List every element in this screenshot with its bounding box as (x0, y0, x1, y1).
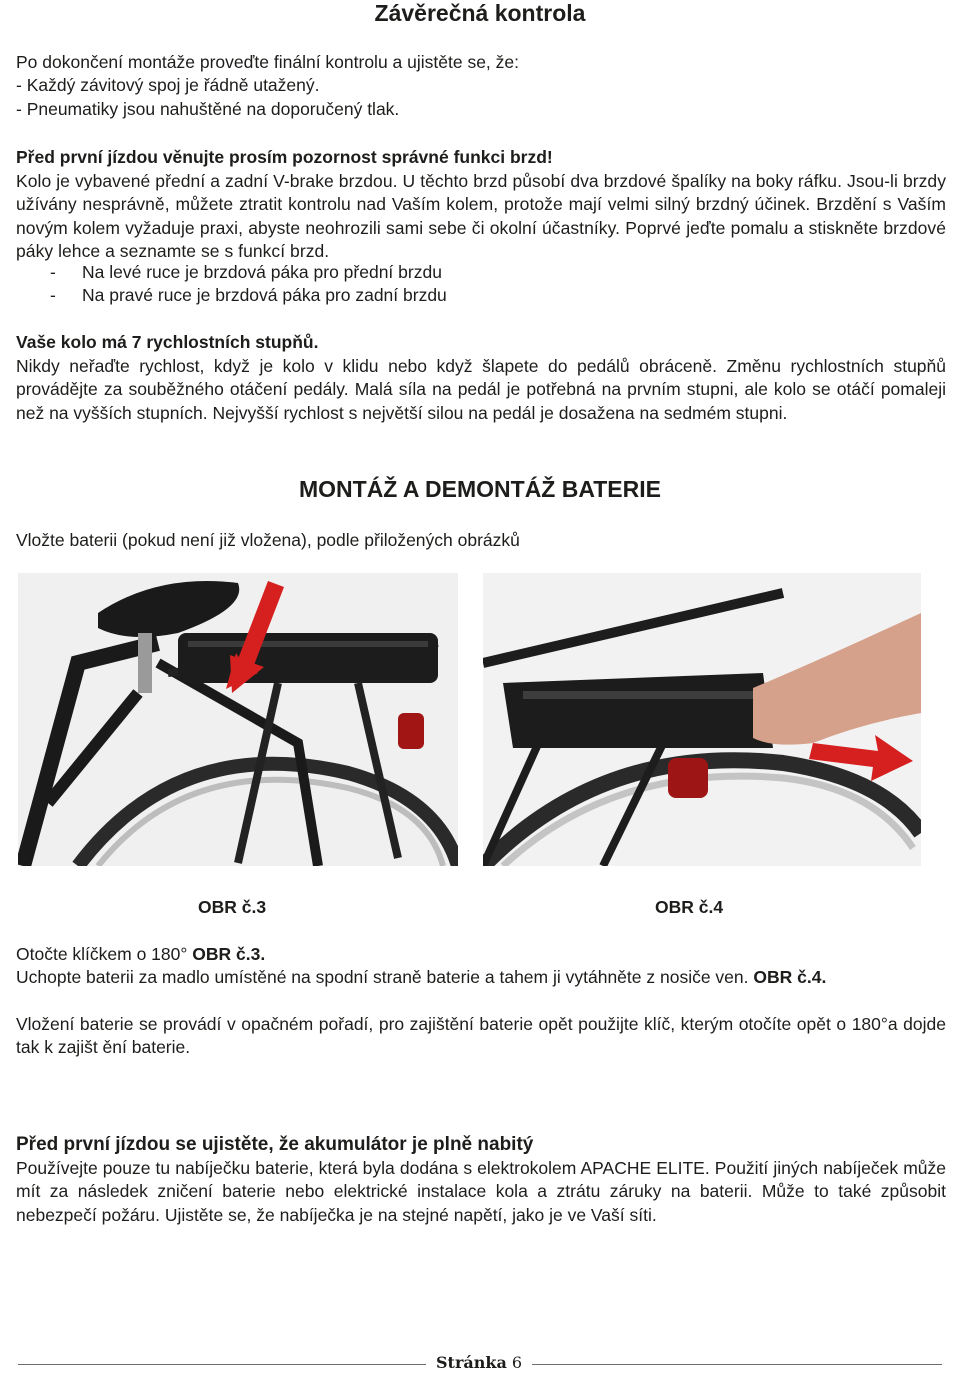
battery-removal-illustration (483, 573, 921, 866)
step1: Otočte klíčkem o 180° OBR č.3. (16, 944, 266, 964)
intro-line: Po dokončení montáže proveďte finální kontrolu a ujistěte se, že: (16, 52, 519, 72)
step2: Uchopte baterii za madlo umístěné na spodní straně baterie a tahem ji vytáhněte z nosiče ven. OBR č.4. (16, 967, 827, 987)
photo-obr3 (18, 573, 458, 866)
list-item: - Na pravé ruce je brzdová páka pro zadní brzdu (50, 285, 447, 306)
battery-heading: MONTÁŽ A DEMONTÁŽ BATERIE (298, 476, 661, 502)
page-title: Závěrečná kontrola (374, 0, 586, 26)
caption-obr3: OBR č.3 (198, 897, 267, 917)
intro-block (16, 51, 946, 121)
battery-intro: Vložte baterii (pokud není již vložena), podle přiložených obrázků (16, 530, 520, 550)
brakes-heading: Před první jízdou věnujte prosím pozornost správné funkci brzd! (16, 147, 553, 167)
bike-battery-key-illustration (18, 573, 458, 866)
charge-heading: Před první jízdou se ujistěte, že akumulátor je plně nabitý (16, 1134, 534, 1155)
charge-text: Používejte pouze tu nabíječku baterie, která byla dodána s elektrokolem APACHE ELITE. Použití jiných nabíječek může mít za následek zničení baterie nebo elektrické instalace kola a ztrátu záruky na baterii. Může to také způsobit nebezpečí požáru. Ujistěte se, že nabíječka je na stejné napětí, jako je ve Vaší síti. (16, 1158, 946, 1225)
footer-rule-left (18, 1364, 426, 1365)
brakes-list (16, 261, 946, 308)
gears-heading: Vaše kolo má 7 rychlostních stupňů. (16, 332, 319, 352)
brakes-text: Kolo je vybavené přední a zadní V-brake brzdou. U těchto brzd působí dva brzdové špalíky na boky ráfku. Jsou-li brzdy užívány nesprávně, můžete ztratit kontrolu nad Vaším kolem, protože mají velmi silný brzdný účinek. Brzdění s Vaším novým kolem vyžaduje praxi, abyste neohrozili sami sebe či okolní účastníky. Poprvé jeďte pomalu a stiskněte brzdové páky lehce a seznamte se s funkcí brzd. (16, 171, 946, 262)
list-item: - Na levé ruce je brzdová páka pro přední brzdu (50, 262, 442, 282)
intro-line: - Pneumatiky jsou nahuštěné na doporučený tlak. (16, 98, 400, 119)
caption-obr4: OBR č.4 (655, 897, 724, 917)
footer-rule-right (532, 1364, 942, 1365)
intro-line: - Každý závitový spoj je řádně utažený. (16, 75, 320, 96)
page-number: Stránka 6 (436, 1353, 523, 1372)
photo-obr4 (483, 573, 921, 866)
gears-text: Nikdy neřaďte rychlost, když je kolo v klidu nebo když šlapete do pedálů obráceně. Změnu rychlostních stupňů provádějte za souběžného otáčení pedály. Malá síla na pedál je potřebná na prvním stupni, ale kolo se otáčí pomaleji než na vyšších stupních. Nejvyšší rychlost s největší silou na pedál je dosažena na sedmém stupni. (16, 356, 946, 423)
insert-text: Vložení baterie se provádí v opačném pořadí, pro zajištění baterie opět použijte klíč, kterým otočíte opět o 180°a dojde tak k zajišt ění baterie. (16, 1014, 946, 1058)
